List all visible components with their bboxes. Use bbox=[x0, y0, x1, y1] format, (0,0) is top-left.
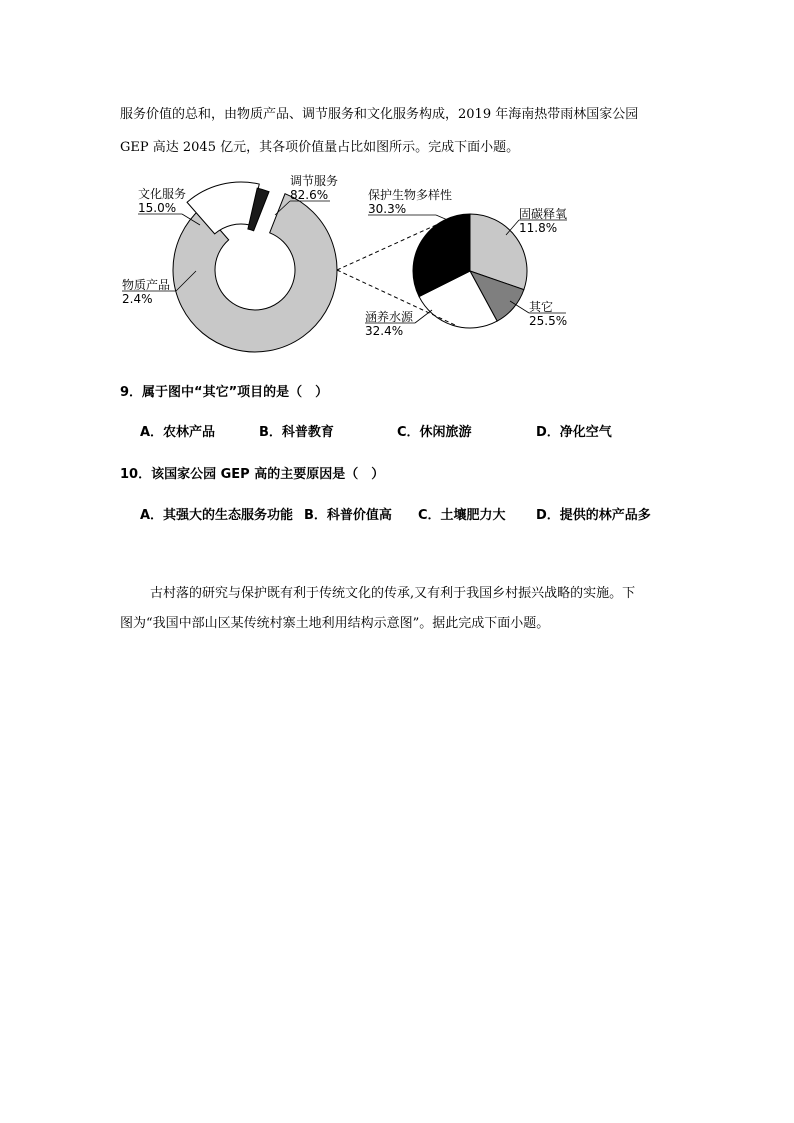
intro-line-1: 服务价值的总和，由物质产品、调节服务和文化服务构成，2019 年海南热带雨林国家公园 bbox=[120, 107, 639, 122]
intro-line-2: GEP 高达 2045 亿元，其各项价值量占比如图所示。完成下面小题。 bbox=[120, 140, 520, 155]
q9-option-c[interactable]: C．休闲旅游 bbox=[397, 425, 472, 440]
passage-line-1: 古村落的研究与保护既有利于传统文化的传承,又有利于我国乡村振兴战略的实施。下 bbox=[150, 586, 636, 601]
label-value-regulating: 82.6% bbox=[290, 188, 329, 202]
q10-option-b[interactable]: B．科普价值高 bbox=[304, 508, 392, 523]
label-name-cultural: 文化服务 bbox=[138, 187, 187, 201]
label-name-other: 其它 bbox=[529, 300, 554, 314]
q10-option-d[interactable]: D．提供的林产品多 bbox=[536, 508, 651, 523]
leader-line-water bbox=[415, 310, 432, 323]
q10-option-c[interactable]: C．土壤肥力大 bbox=[418, 508, 506, 523]
question-9: 9．属于图中“其它”项目的是（ ） bbox=[120, 385, 329, 400]
gep-pie-charts bbox=[0, 165, 794, 365]
passage-line-2: 图为“我国中部山区某传统村寨土地利用结构示意图”。据此完成下面小题。 bbox=[120, 616, 550, 631]
label-name-water: 涵养水源 bbox=[365, 310, 414, 324]
q10-option-a[interactable]: A．其强大的生态服务功能 bbox=[140, 508, 294, 523]
label-value-carbon: 11.8% bbox=[519, 221, 558, 235]
question-10: 10．该国家公园 GEP 高的主要原因是（ ） bbox=[120, 467, 385, 482]
label-value-cultural: 15.0% bbox=[138, 201, 177, 215]
q9-option-d[interactable]: D．净化空气 bbox=[536, 425, 612, 440]
label-value-biodiversity: 30.3% bbox=[368, 202, 407, 216]
q9-option-b[interactable]: B．科普教育 bbox=[259, 425, 334, 440]
label-name-regulating: 调节服务 bbox=[290, 174, 339, 188]
q9-option-a[interactable]: A．农林产品 bbox=[140, 425, 216, 440]
label-value-water: 32.4% bbox=[365, 324, 404, 338]
label-name-material: 物质产品 bbox=[122, 278, 171, 292]
label-value-other: 25.5% bbox=[529, 314, 568, 328]
label-value-material: 2.4% bbox=[122, 292, 153, 306]
label-name-carbon: 固碳释氧 bbox=[519, 207, 568, 221]
label-name-biodiversity: 保护生物多样性 bbox=[368, 188, 453, 202]
